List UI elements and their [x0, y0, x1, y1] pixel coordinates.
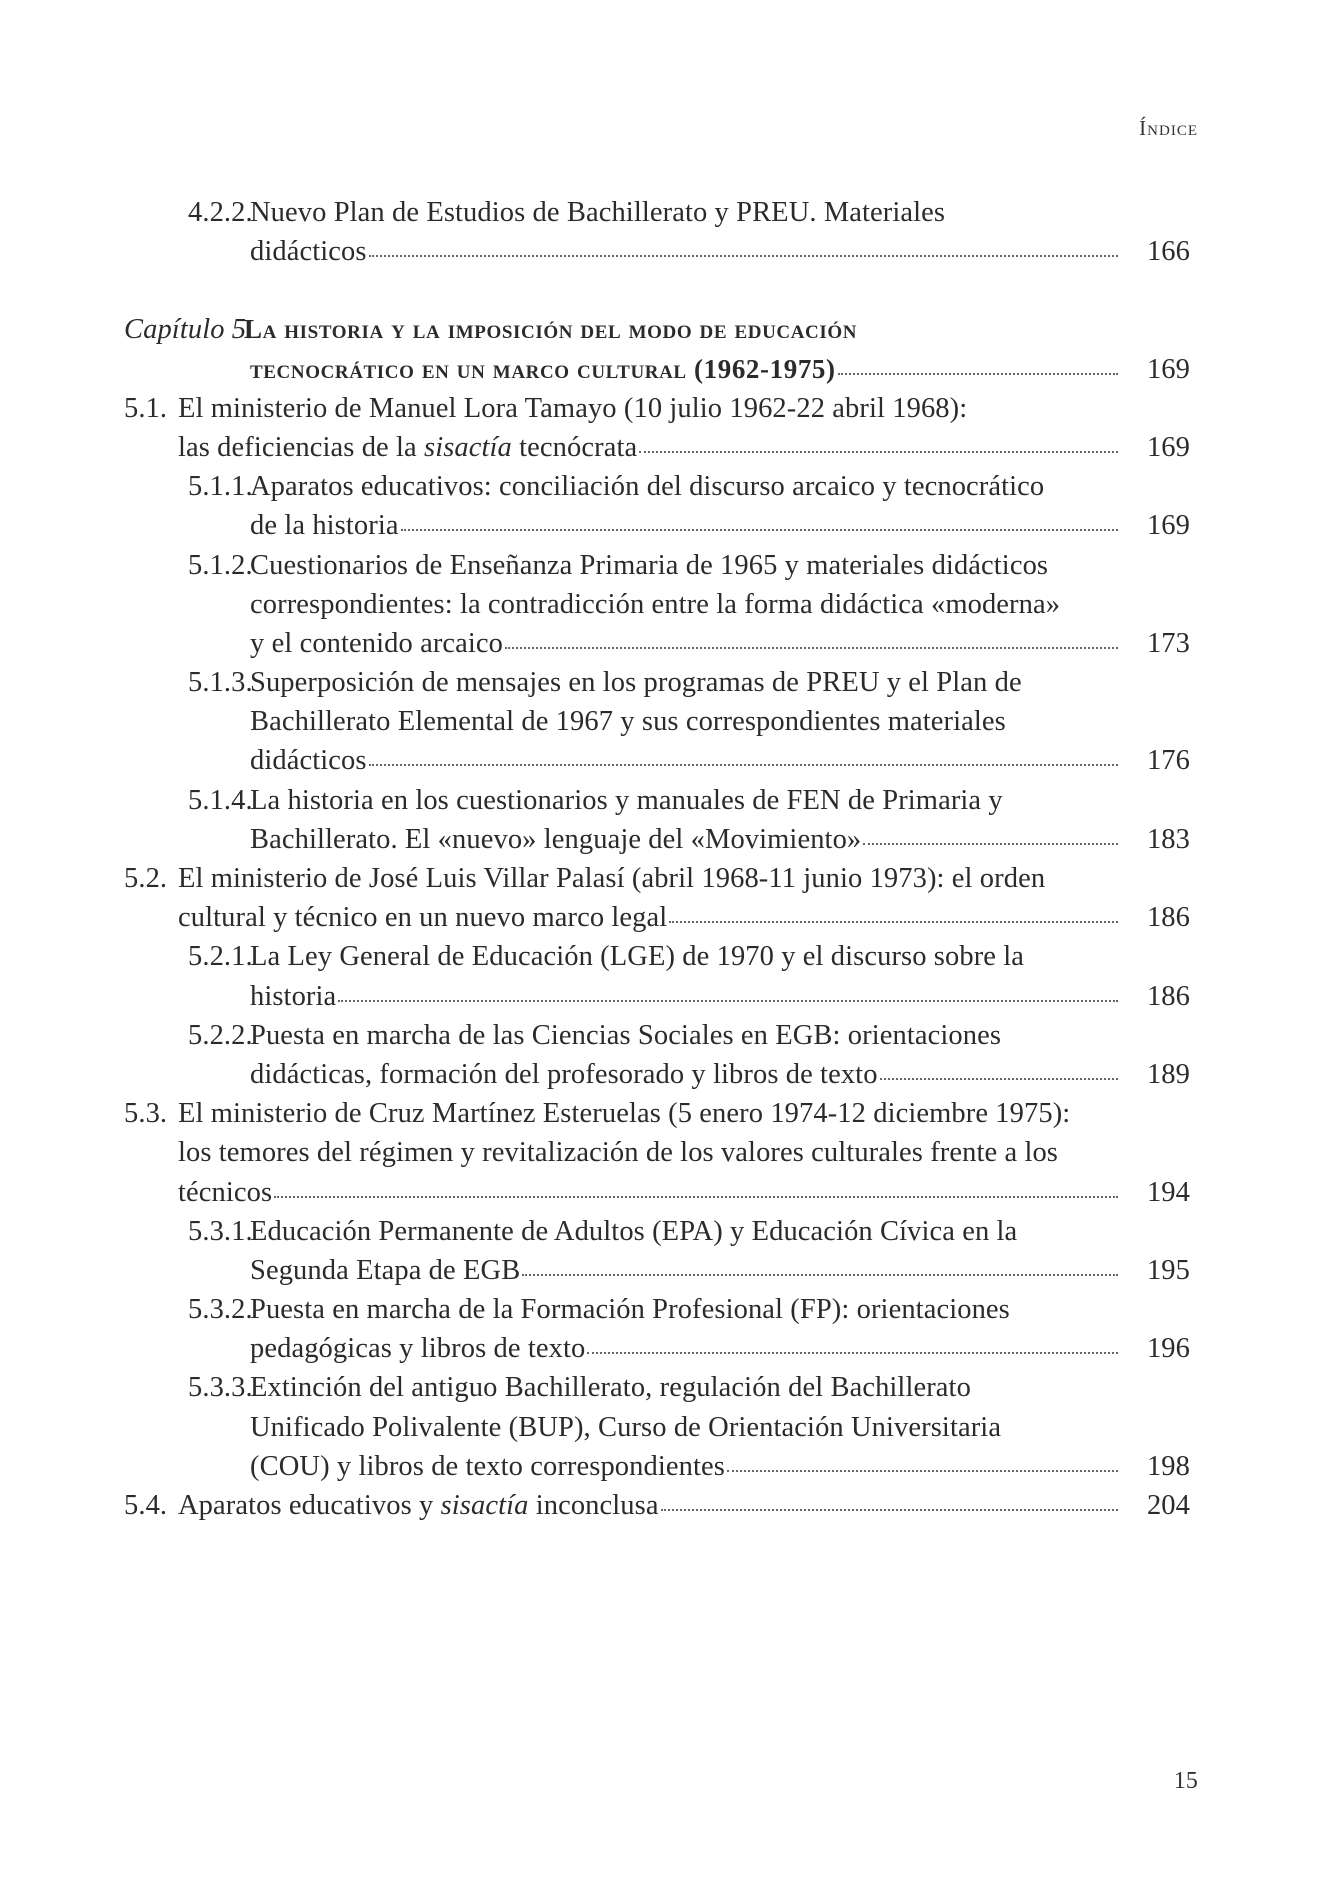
- toc-entry-number: 5.1.: [124, 392, 168, 424]
- toc-entry-title: [250, 820, 861, 859]
- toc-entry-number: 5.1.4.: [188, 784, 253, 816]
- toc-entry-title: [178, 1094, 1070, 1133]
- toc-entry-number: 4.2.2.: [188, 197, 253, 228]
- toc-line: [124, 1290, 1198, 1329]
- dot-leader: [880, 1074, 1118, 1080]
- toc-entry-title: [250, 1447, 725, 1486]
- toc-title-segment: Puesta en marcha de la Formación Profesional (FP): orientaciones: [250, 1294, 1010, 1326]
- toc-entry-title: [178, 898, 667, 937]
- toc-line: [124, 350, 1198, 389]
- toc-line: [124, 546, 1198, 585]
- toc-line: [124, 937, 1198, 976]
- dot-leader: [587, 1348, 1118, 1354]
- toc-title-segment: Puesta en marcha de las Ciencias Sociales en EGB: orientaciones: [250, 1019, 1002, 1051]
- toc-title-segment: inconclusa: [528, 1490, 659, 1521]
- toc-entry-title: [250, 1016, 1001, 1055]
- toc-line: [124, 1408, 1198, 1447]
- toc-title-segment: El ministerio de Cruz Martínez Esteruelas (5 enero 1974-12 diciembre 1975):: [178, 1098, 1071, 1130]
- toc-title-segment: Nuevo Plan de Estudios de Bachillerato y PREU. Materiales: [250, 197, 946, 228]
- toc-line: [124, 624, 1198, 663]
- toc-title-segment: historia: [250, 980, 337, 1012]
- toc-page-number: 169: [1146, 510, 1190, 542]
- toc-title-segment: y el contenido arcaico: [250, 627, 504, 659]
- toc-title-segment: cultural y técnico en un nuevo marco legal: [178, 902, 668, 934]
- toc-line: [124, 1055, 1198, 1094]
- toc-entry: [124, 1212, 1198, 1290]
- toc-title-segment: didácticas, formación del profesorado y libros de texto: [250, 1058, 878, 1090]
- toc-entry: [124, 663, 1198, 781]
- toc-page-number: 183: [1146, 823, 1190, 855]
- toc-line: [124, 428, 1198, 467]
- toc-chapter: [124, 310, 1198, 388]
- toc-title-segment: tecnócrata: [511, 431, 638, 463]
- dot-leader: [522, 1270, 1118, 1276]
- toc-title-segment: Extinción del antiguo Bachillerato, regulación del Bachillerato: [250, 1372, 971, 1404]
- toc-title-segment: El ministerio de José Luis Villar Palasí (abril 1968-11 junio 1973): el orden: [178, 863, 1046, 894]
- toc-line: [124, 1251, 1198, 1290]
- dot-leader: [727, 1466, 1118, 1472]
- dot-leader: [401, 525, 1118, 531]
- toc-title-segment: Aparatos educativos y: [178, 1490, 441, 1521]
- toc-title-segment: La historia y la imposición del modo de educación: [244, 314, 858, 345]
- toc-title-segment: Superposición de mensajes en los programas de PREU y el Plan de: [250, 667, 1022, 699]
- toc-entry-title: [250, 1408, 1001, 1447]
- toc-entry: [124, 1368, 1198, 1486]
- toc-page-number: 189: [1146, 1058, 1190, 1090]
- dot-leader: [338, 996, 1118, 1002]
- toc-title-segment: las deficiencias de la: [178, 431, 425, 463]
- toc-line: [124, 702, 1198, 741]
- toc-line: [124, 585, 1198, 624]
- toc-line: [124, 1447, 1198, 1486]
- toc-title-segment: La Ley General de Educación (LGE) de 1970 y el discurso sobre la: [250, 941, 1025, 973]
- toc-entry-number: 5.1.2.: [188, 549, 253, 581]
- toc-line: [124, 232, 1198, 271]
- toc-line: [124, 310, 1198, 349]
- toc-entry-title: [178, 859, 1045, 898]
- dot-leader: [639, 447, 1118, 453]
- toc-entry-number: 5.3.3.: [188, 1372, 253, 1404]
- toc-entry-number: Capítulo 5.: [124, 314, 254, 346]
- toc-title-segment: La historia en los cuestionarios y manuales de FEN de Primaria y: [250, 784, 1003, 816]
- toc-entry-title: [250, 741, 367, 780]
- toc-page-number: 196: [1146, 1333, 1190, 1365]
- toc-entry-title: [250, 350, 836, 389]
- toc-entry-number: 5.3.1.: [188, 1215, 253, 1247]
- toc-title-segment: pedagógicas y libros de texto: [250, 1333, 586, 1365]
- toc-entry-title: [250, 1212, 1017, 1251]
- toc-title-segment: tecnocrático en un marco cultural (1962-1975): [250, 353, 836, 384]
- toc-title-segment: Bachillerato. El «nuevo» lenguaje del «Movimiento»: [250, 823, 862, 855]
- toc-line: [124, 193, 1198, 232]
- toc-line: [124, 1173, 1198, 1212]
- toc-entry-title: [250, 1329, 585, 1368]
- toc-line: [124, 820, 1198, 859]
- toc-page-number: 186: [1146, 902, 1190, 934]
- toc-page-number: 176: [1146, 745, 1190, 777]
- toc-entry-number: 5.2.1.: [188, 941, 253, 973]
- toc-line: [124, 389, 1198, 428]
- toc-entry-title: [250, 781, 1003, 820]
- toc-title-segment: de la historia: [250, 510, 399, 542]
- toc-entry: [124, 1290, 1198, 1368]
- toc-entry: [124, 859, 1198, 937]
- toc-line: [124, 1133, 1198, 1172]
- toc-entry-title: [250, 546, 1048, 585]
- toc-title-segment: El ministerio de Manuel Lora Tamayo (10 julio 1962-22 abril 1968):: [178, 392, 968, 424]
- toc-line: [124, 1094, 1198, 1133]
- toc-title-segment: Aparatos educativos: conciliación del discurso arcaico y tecnocrático: [250, 471, 1045, 503]
- toc-line: [124, 467, 1198, 506]
- toc-entry-title: [178, 389, 967, 428]
- toc-page-number: 186: [1146, 980, 1190, 1012]
- toc-entry-title: [250, 702, 1006, 741]
- toc-title-segment: didácticos: [250, 745, 367, 777]
- toc-entry: [124, 1094, 1198, 1212]
- toc-title-segment: (COU) y libros de texto correspondientes: [250, 1450, 725, 1482]
- toc-title-segment: técnicos: [178, 1176, 273, 1208]
- toc-entry-title: [250, 1368, 971, 1407]
- toc-entry: [124, 1486, 1198, 1525]
- toc-title-segment: didácticos: [250, 236, 367, 268]
- toc-entry-title: [250, 193, 945, 232]
- toc-entry-title: [250, 506, 399, 545]
- toc-entry-title: [250, 977, 336, 1016]
- table-of-contents: [124, 193, 1198, 1525]
- toc-entry-title: [250, 232, 367, 271]
- dot-leader: [661, 1505, 1118, 1511]
- toc-entry-title: [250, 585, 1060, 624]
- toc-line: [124, 741, 1198, 780]
- running-head: Índice: [1139, 116, 1198, 140]
- toc-entry: [124, 389, 1198, 467]
- toc-entry-title: [178, 1173, 272, 1212]
- toc-entry: [124, 546, 1198, 664]
- toc-page-number: 198: [1146, 1450, 1190, 1482]
- toc-title-segment: correspondientes: la contradicción entre la forma didáctica «moderna»: [250, 588, 1061, 620]
- toc-title-segment: los temores del régimen y revitalización de los valores culturales frente a los: [178, 1137, 1059, 1169]
- toc-title-segment: Cuestionarios de Enseñanza Primaria de 1965 y materiales didácticos: [250, 549, 1049, 581]
- toc-page-number: 166: [1146, 236, 1190, 268]
- toc-line: [124, 1016, 1198, 1055]
- toc-entry-title: [178, 1133, 1058, 1172]
- dot-leader: [505, 643, 1118, 649]
- toc-title-segment: Unificado Polivalente (BUP), Curso de Orientación Universitaria: [250, 1411, 1002, 1443]
- toc-line: [124, 898, 1198, 937]
- toc-page-number: 169: [1146, 353, 1190, 385]
- dot-leader: [274, 1192, 1118, 1198]
- toc-entry-number: 5.4.: [124, 1490, 168, 1521]
- toc-entry-title: [178, 1486, 659, 1525]
- toc-entry: [124, 1016, 1198, 1094]
- toc-line: [124, 1212, 1198, 1251]
- toc-page-number: 169: [1146, 431, 1190, 463]
- toc-line: [124, 977, 1198, 1016]
- toc-entry: [124, 193, 1198, 271]
- toc-entry-title: [250, 1290, 1010, 1329]
- page-number: 15: [1173, 1768, 1198, 1794]
- toc-entry-title: [250, 1251, 520, 1290]
- toc-entry: [124, 467, 1198, 545]
- toc-entry-number: 5.3.: [124, 1098, 168, 1130]
- toc-page-number: 194: [1146, 1176, 1190, 1208]
- toc-title-segment: sisactía: [440, 1490, 529, 1521]
- dot-leader: [863, 839, 1118, 845]
- toc-title-segment: Educación Permanente de Adultos (EPA) y Educación Cívica en la: [250, 1215, 1018, 1247]
- toc-line: [124, 781, 1198, 820]
- toc-entry-number: 5.1.3.: [188, 667, 253, 699]
- toc-entry-number: 5.3.2.: [188, 1294, 253, 1326]
- toc-line: [124, 1486, 1198, 1525]
- toc-title-segment: Segunda Etapa de EGB: [250, 1254, 521, 1286]
- toc-entry-number: 5.1.1.: [188, 471, 253, 503]
- toc-entry-title: [250, 1055, 878, 1094]
- toc-entry-number: 5.2.: [124, 863, 168, 894]
- toc-line: [124, 506, 1198, 545]
- dot-leader: [838, 369, 1118, 375]
- toc-title-segment: sisactía: [424, 431, 512, 463]
- toc-entry-title: [250, 663, 1022, 702]
- toc-title-segment: Bachillerato Elemental de 1967 y sus correspondientes materiales: [250, 706, 1006, 738]
- toc-entry-title: [250, 624, 503, 663]
- toc-entry-number: 5.2.2.: [188, 1019, 253, 1051]
- toc-entry-title: [178, 428, 637, 467]
- toc-entry-title: [250, 467, 1044, 506]
- toc-entry: [124, 781, 1198, 859]
- dot-leader: [369, 760, 1118, 766]
- toc-entry-title: [250, 937, 1024, 976]
- toc-page-number: 195: [1146, 1254, 1190, 1286]
- toc-line: [124, 1329, 1198, 1368]
- toc-line: [124, 1368, 1198, 1407]
- toc-entry-title: [244, 310, 857, 349]
- dot-leader: [669, 917, 1118, 923]
- toc-line: [124, 663, 1198, 702]
- dot-leader: [369, 251, 1118, 257]
- toc-line: [124, 859, 1198, 898]
- toc-entry: [124, 937, 1198, 1015]
- toc-page-number: 204: [1146, 1490, 1190, 1521]
- toc-page-number: 173: [1146, 627, 1190, 659]
